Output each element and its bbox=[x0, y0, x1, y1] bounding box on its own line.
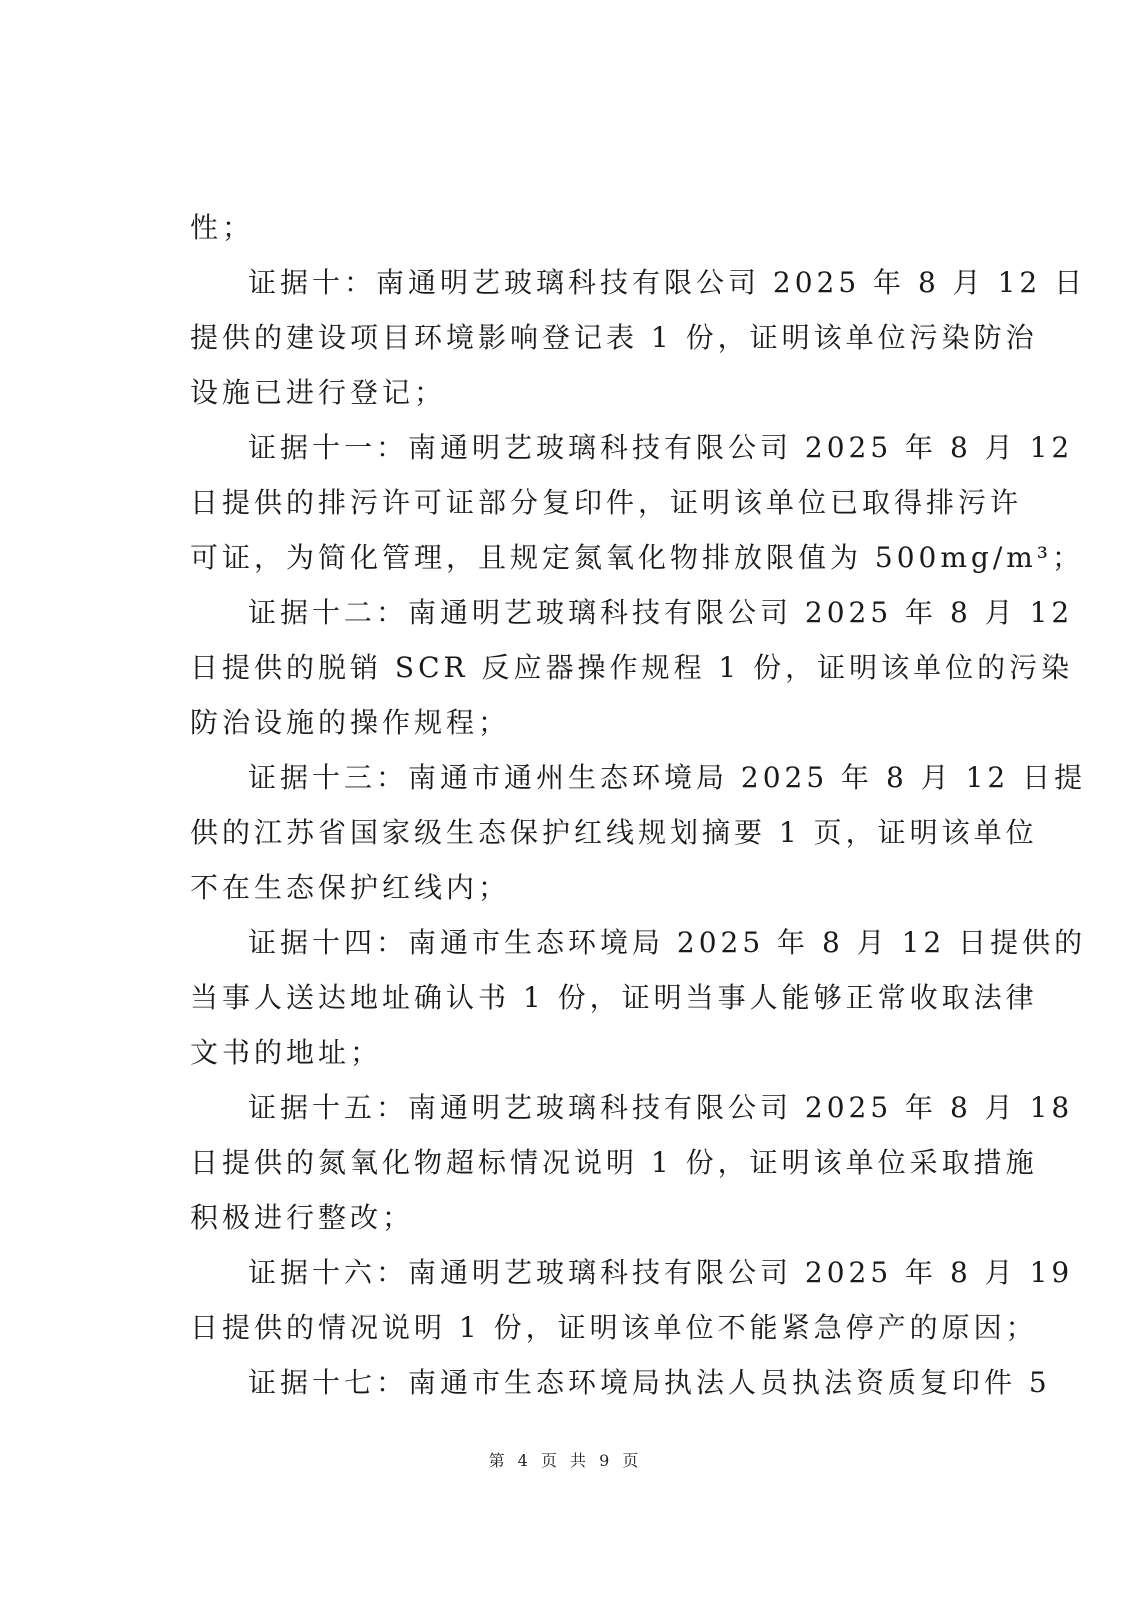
evidence-13-line-2: 供的江苏省国家级生态保护红线规划摘要 1 页，证明该单位 bbox=[190, 816, 1038, 849]
evidence-14-line-1: 证据十四：南通市生态环境局 2025 年 8 月 12 日提供的 bbox=[248, 926, 1087, 959]
evidence-13-line-1: 证据十三：南通市通州生态环境局 2025 年 8 月 12 日提 bbox=[248, 761, 1087, 794]
evidence-10-line-2: 提供的建设项目环境影响登记表 1 份，证明该单位污染防治 bbox=[190, 321, 1038, 354]
evidence-13-line-3: 不在生态保护红线内； bbox=[190, 871, 511, 904]
evidence-10-line-3: 设施已进行登记； bbox=[190, 376, 447, 409]
document-body bbox=[190, 200, 1087, 1410]
evidence-15-line-1: 证据十五：南通明艺玻璃科技有限公司 2025 年 8 月 18 bbox=[248, 1091, 1074, 1124]
evidence-11-line-2: 日提供的排污许可证部分复印件，证明该单位已取得排污许 bbox=[190, 486, 1023, 519]
evidence-14-line-2: 当事人送达地址确认书 1 份，证明当事人能够正常收取法律 bbox=[190, 981, 1038, 1014]
evidence-12-line-2: 日提供的脱销 SCR 反应器操作规程 1 份，证明该单位的污染 bbox=[190, 651, 1074, 684]
paragraph-line: 性； bbox=[190, 211, 255, 244]
evidence-16-line-2: 日提供的情况说明 1 份，证明该单位不能紧急停产的原因； bbox=[190, 1311, 1038, 1344]
evidence-12-line-1: 证据十二：南通明艺玻璃科技有限公司 2025 年 8 月 12 bbox=[248, 596, 1074, 629]
evidence-12-line-3: 防治设施的操作规程； bbox=[190, 706, 511, 739]
evidence-16-line-1: 证据十六：南通明艺玻璃科技有限公司 2025 年 8 月 19 bbox=[248, 1256, 1074, 1289]
evidence-10-line-1: 证据十：南通明艺玻璃科技有限公司 2025 年 8 月 12 日 bbox=[248, 266, 1087, 299]
evidence-14-line-3: 文书的地址； bbox=[190, 1036, 383, 1069]
page-number-footer: 第 4 页 共 9 页 bbox=[488, 1451, 643, 1470]
evidence-15-line-3: 积极进行整改； bbox=[190, 1201, 415, 1234]
evidence-11-line-1: 证据十一：南通明艺玻璃科技有限公司 2025 年 8 月 12 bbox=[248, 431, 1074, 464]
evidence-11-line-3: 可证，为简化管理，且规定氮氧化物排放限值为 500mg/m³； bbox=[190, 541, 1085, 574]
evidence-15-line-2: 日提供的氮氧化物超标情况说明 1 份，证明该单位采取措施 bbox=[190, 1146, 1038, 1179]
evidence-17-line-1: 证据十七：南通市生态环境局执法人员执法资质复印件 5 bbox=[248, 1366, 1051, 1399]
